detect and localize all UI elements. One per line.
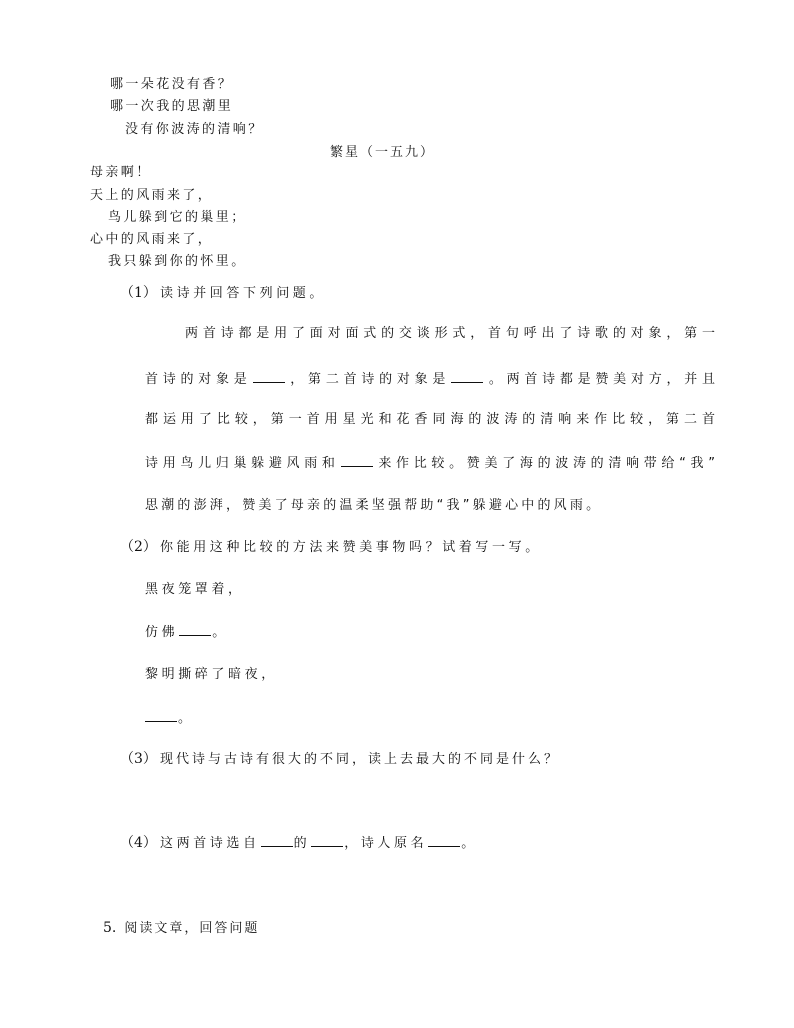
answer-paragraph-line-1: 两首诗都是用了面对面式的交谈形式，首句呼出了诗歌的对象，第一 <box>185 326 715 341</box>
text-segment: 的 <box>293 836 311 851</box>
question-number: （1） <box>120 285 157 301</box>
text-segment: 。两首诗都是赞美对方，并且 <box>484 372 715 387</box>
answer-paragraph-line-3: 都运用了比较，第一首用星光和花香同海的波涛的清响来作比较，第二首 <box>145 412 715 427</box>
fill-blank <box>311 834 343 847</box>
fill-blank <box>145 709 177 722</box>
answer-paragraph-line-2 <box>145 370 715 389</box>
fill-blank <box>428 834 460 847</box>
question-prompt: 你能用这种比较的方法来赞美事物吗？试着写一写。 <box>160 540 542 555</box>
text-segment: 。 <box>461 836 478 851</box>
question-4 <box>120 834 478 853</box>
poem1-line-1: 哪一朵花没有香？ <box>110 77 234 92</box>
poem2-line-2: 天上的风雨来了， <box>90 188 214 203</box>
q2-line-4 <box>145 709 195 728</box>
poem1-line-3: 没有你波涛的清响？ <box>125 122 264 137</box>
fill-blank <box>253 370 285 383</box>
text-segment: 首诗的对象是 <box>145 372 252 387</box>
q2-line-1: 黑夜笼罩着， <box>145 582 245 597</box>
section-5-heading <box>103 919 259 938</box>
poem2-line-3: 鸟儿躲到它的巢里； <box>108 210 247 225</box>
question-number: （4） <box>120 835 157 851</box>
fill-blank <box>341 454 373 467</box>
question-1 <box>120 284 326 303</box>
poem2-title: 繁星（一五九） <box>330 145 436 160</box>
text-segment: 。 <box>178 711 195 726</box>
question-prompt: 读诗并回答下列问题。 <box>160 286 327 301</box>
section-number: 5. <box>103 920 117 936</box>
question-number: （2） <box>120 539 157 555</box>
question-3 <box>120 750 560 769</box>
answer-paragraph-line-5: 思潮的澎湃，赞美了母亲的温柔坚强帮助“我”躲避心中的风雨。 <box>145 498 603 513</box>
text-segment: ，诗人原名 <box>344 836 428 851</box>
text-segment: 仿佛 <box>145 625 179 640</box>
text-segment: 。 <box>212 625 229 640</box>
poem2-line-5: 我只躲到你的怀里。 <box>108 254 247 269</box>
fill-blank <box>179 623 211 636</box>
poem2-line-1: 母亲啊！ <box>90 165 152 180</box>
fill-blank <box>451 370 483 383</box>
q2-line-3: 黎明撕碎了暗夜， <box>145 667 278 682</box>
poem1-line-2: 哪一次我的思潮里 <box>110 99 234 114</box>
text-segment: 这两首诗选自 <box>160 836 260 851</box>
poem2-line-4: 心中的风雨来了， <box>90 232 214 247</box>
question-prompt: 现代诗与古诗有很大的不同，读上去最大的不同是什么？ <box>160 752 561 767</box>
text-segment: ，第二首诗的对象是 <box>285 372 451 387</box>
question-number: （3） <box>120 751 157 767</box>
answer-paragraph-line-4 <box>145 454 715 473</box>
section-title: 阅读文章，回答问题 <box>124 921 260 936</box>
text-segment: 来作比较。赞美了海的波涛的清响带给“我” <box>373 456 715 471</box>
question-2 <box>120 538 542 557</box>
q2-line-2 <box>145 623 229 642</box>
fill-blank <box>261 834 293 847</box>
text-segment: 诗用鸟儿归巢躲避风雨和 <box>145 456 340 471</box>
